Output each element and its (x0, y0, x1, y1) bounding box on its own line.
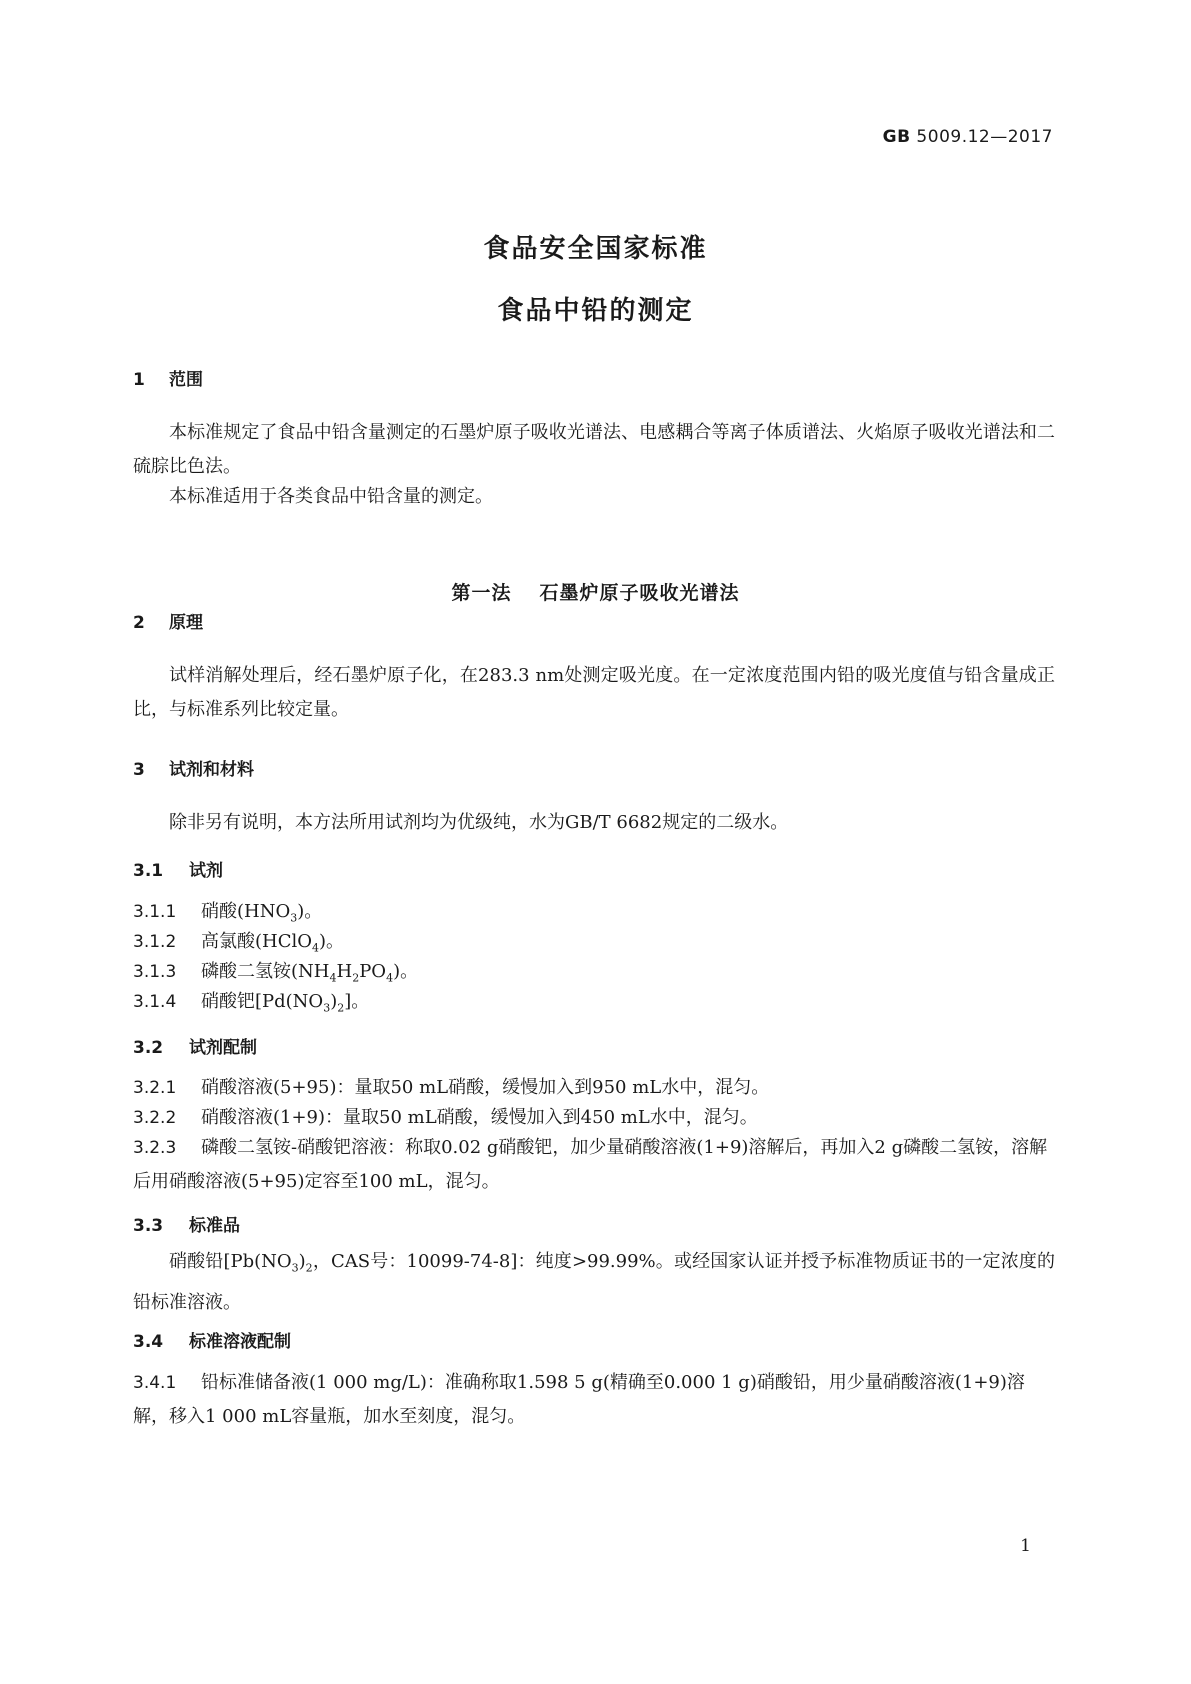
item-text: ，CAS号：10099-74-8]：纯度>99.99%。或经国家认证并授予标准物质证书的一定浓度的铅标准溶液。 (133, 1251, 1055, 1313)
scope-paragraph-2: 本标准适用于各类食品中铅含量的测定。 (169, 486, 493, 507)
prep-item (133, 1101, 1055, 1135)
section-3-4-heading (133, 1327, 291, 1352)
section-title: 范围 (169, 370, 203, 390)
item-text: 硝酸溶液(5+95)：量取50 mL硝酸，缓慢加入到950 mL水中，混匀。 (201, 1077, 770, 1098)
standard-code-number: 5009.12—2017 (910, 127, 1053, 147)
document-subtitle: 食品中铅的测定 (497, 296, 694, 326)
subscript: 3 (323, 1001, 331, 1015)
item-number: 3.1.1 (133, 902, 177, 922)
section-3-2-heading (133, 1033, 257, 1058)
scope-paragraph-1: 本标准规定了食品中铅含量测定的石墨炉原子吸收光谱法、电感耦合等离子体质谱法、火焰原子吸收光谱法和二硫腙比色法。 (133, 422, 1055, 477)
section-title: 标准溶液配制 (189, 1332, 291, 1352)
method-heading (0, 578, 1191, 605)
section-3-1-heading (133, 856, 223, 881)
item-text: 铅标准储备液(1 000 mg/L)：准确称取1.598 5 g(精确至0.000 1 g)硝酸铅，用少量硝酸溶液(1+9)溶解，移入1 000 mL容量瓶，加水至刻度，混匀。 (133, 1372, 1025, 1427)
section-title: 原理 (169, 613, 203, 633)
item-text: 硝酸铅[Pb(NO (169, 1251, 292, 1272)
reagents-note-paragraph: 除非另有说明，本方法所用试剂均为优级纯，水为GB/T 6682规定的二级水。 (169, 812, 789, 833)
section-number: 3 (133, 760, 145, 780)
item-text: 硝酸钯[Pd(NO (201, 991, 324, 1012)
item-text: ) (330, 991, 338, 1012)
subscript: 3 (290, 911, 298, 925)
prep-item (133, 1131, 1055, 1199)
item-text: ]。 (344, 991, 370, 1012)
document-title: 食品安全国家标准 (483, 234, 708, 264)
item-text: 硝酸(HNO (201, 901, 291, 922)
item-text: )。 (319, 931, 345, 952)
page-number: 1 (1020, 1536, 1031, 1556)
subscript: 2 (352, 971, 360, 985)
section-number: 3.3 (133, 1216, 164, 1236)
reagent-item (133, 985, 1055, 1026)
standard-code (883, 127, 1053, 147)
subscript: 4 (329, 971, 337, 985)
section-number: 3.2 (133, 1038, 164, 1058)
subscript: 4 (386, 971, 394, 985)
method-title: 石墨炉原子吸收光谱法 (539, 582, 740, 604)
section-title: 试剂 (189, 861, 223, 881)
principle-paragraph: 试样消解处理后，经石墨炉原子化，在283.3 nm处测定吸光度。在一定浓度范围内铅的吸光度值与铅含量成正比，与标准系列比较定量。 (133, 665, 1055, 720)
item-number: 3.4.1 (133, 1373, 177, 1393)
item-text: 磷酸二氢铵-硝酸钯溶液：称取0.02 g硝酸钯，加少量硝酸溶液(1+9)溶解后，再加入2 g磷酸二氢铵，溶解后用硝酸溶液(5+95)定容至100 mL，混匀。 (133, 1137, 1048, 1192)
item-text: )。 (393, 961, 419, 982)
item-text: 高氯酸(HClO (201, 931, 313, 952)
item-number: 3.1.3 (133, 962, 177, 982)
section-3-heading (133, 755, 254, 780)
subscript: 3 (291, 1261, 299, 1275)
section-title: 试剂配制 (189, 1038, 257, 1058)
section-number: 2 (133, 613, 145, 633)
standard-code-prefix: GB (882, 127, 911, 147)
item-text: 磷酸二氢铵(NH (201, 961, 330, 982)
item-number: 3.1.4 (133, 992, 177, 1012)
item-number: 3.2.1 (133, 1078, 177, 1098)
section-number: 1 (133, 370, 145, 390)
prep-item (133, 1071, 1055, 1105)
standard-substance-paragraph (133, 1245, 1055, 1320)
section-3-3-heading (133, 1211, 240, 1236)
item-text: 硝酸溶液(1+9)：量取50 mL硝酸，缓慢加入到450 mL水中，混匀。 (201, 1107, 758, 1128)
section-title: 标准品 (189, 1216, 240, 1236)
section-number: 3.1 (133, 861, 164, 881)
subscript: 2 (337, 1001, 345, 1015)
item-text: )。 (297, 901, 323, 922)
section-2-heading (133, 608, 203, 633)
item-number: 3.1.2 (133, 932, 177, 952)
section-number: 3.4 (133, 1332, 164, 1352)
section-title: 试剂和材料 (169, 760, 254, 780)
item-text: H (336, 961, 353, 982)
subscript: 2 (305, 1261, 313, 1275)
section-1-heading (133, 365, 203, 390)
item-number: 3.2.2 (133, 1108, 177, 1128)
method-name: 第一法 (451, 582, 512, 604)
item-text: PO (359, 961, 387, 982)
subscript: 4 (312, 941, 320, 955)
item-number: 3.2.3 (133, 1138, 177, 1158)
solution-item (133, 1366, 1055, 1434)
item-text: ) (298, 1251, 306, 1272)
